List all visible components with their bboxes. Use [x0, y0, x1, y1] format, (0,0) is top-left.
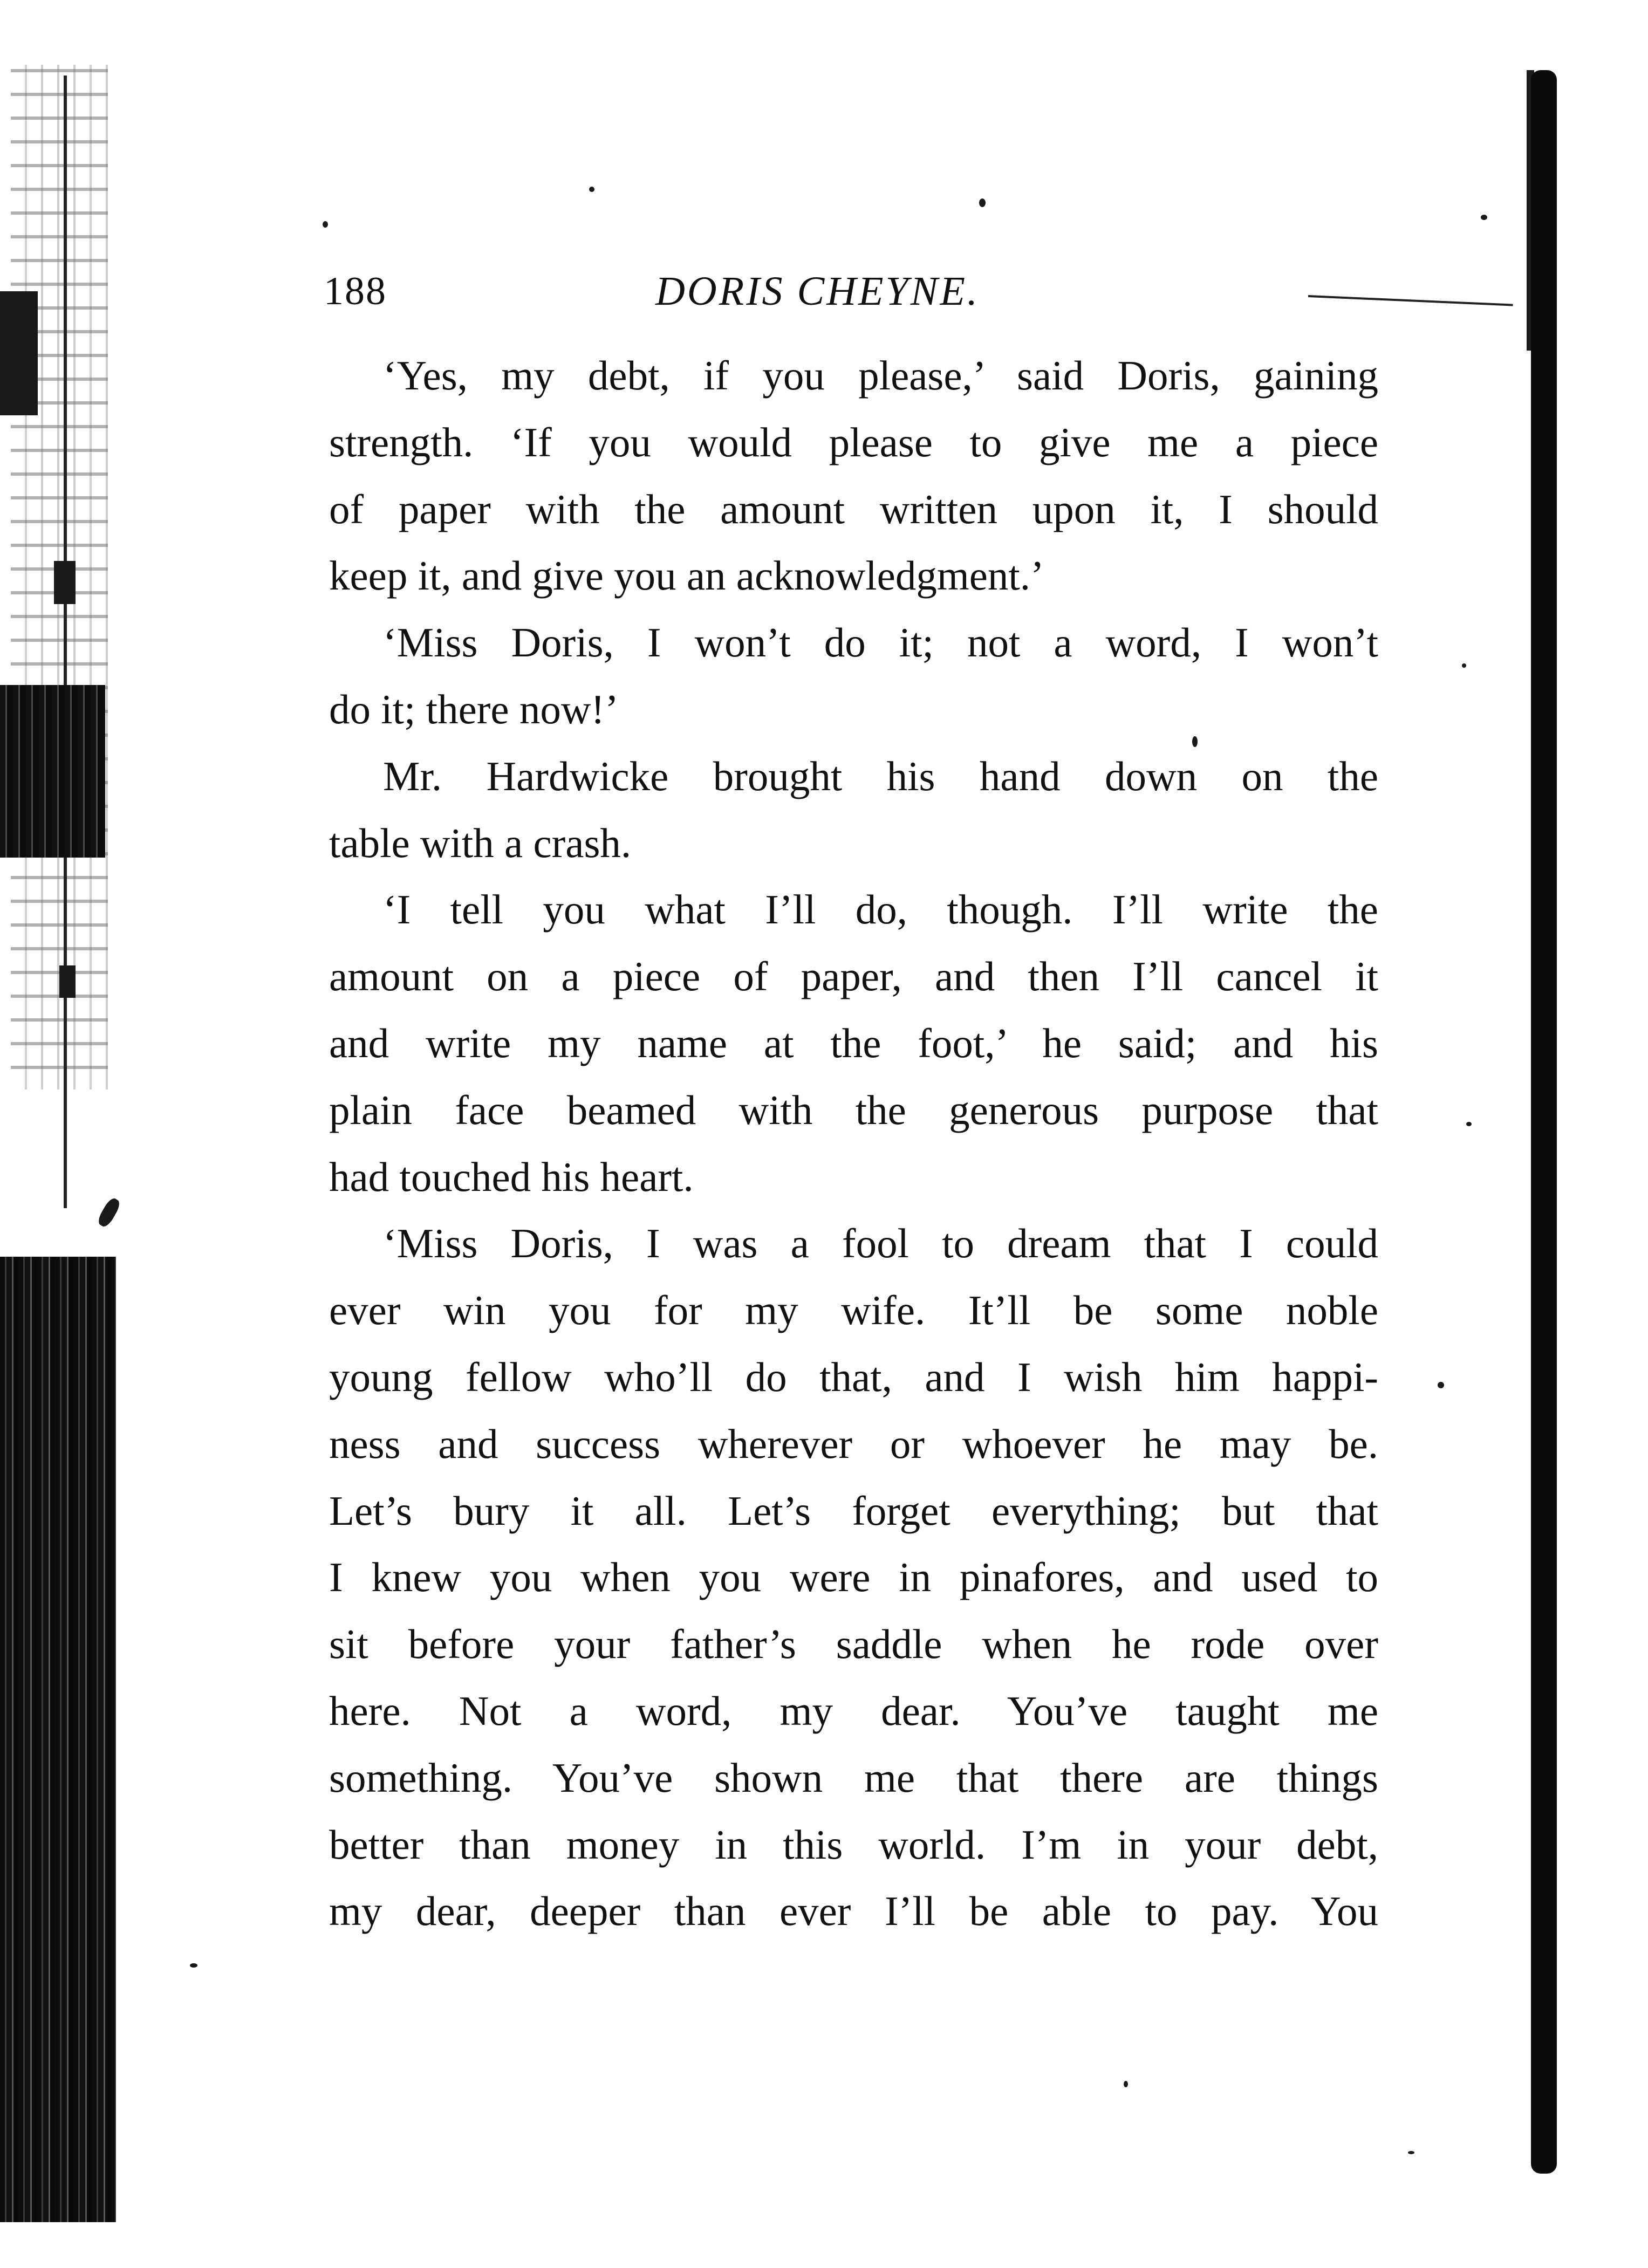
running-head	[0, 262, 1648, 321]
text-line: my dear, deeper than ever I’ll be able to pay. You	[329, 1888, 1378, 1935]
text-line: strength. ‘If you would please to give me a piece	[329, 419, 1378, 465]
scan-speck	[190, 1963, 197, 1968]
page-number: 188	[324, 269, 387, 313]
text-line: table with a crash.	[329, 819, 632, 866]
text-line: keep it, and give you an acknowledgment.’	[329, 552, 1044, 599]
binding-edge-mark	[54, 561, 76, 604]
text-line: ‘Miss Doris, I was a fool to dream that I could	[383, 1220, 1378, 1267]
scan-speck	[1481, 215, 1487, 220]
binding-edge-mark	[59, 965, 76, 998]
scan-speck	[96, 1196, 122, 1229]
text-line: of paper with the amount written upon it, I should	[329, 485, 1378, 532]
text-line: had touched his heart.	[329, 1153, 694, 1200]
scan-speck	[979, 198, 986, 207]
binding-edge-dark-strip	[0, 1257, 116, 2222]
scan-speck	[1408, 2151, 1414, 2154]
text-line: ‘Miss Doris, I won’t do it; not a word, I won’t	[383, 619, 1378, 666]
text-line: do it; there now!’	[329, 686, 619, 732]
text-line: ever win you for my wife. It’ll be some noble	[329, 1287, 1378, 1334]
scan-speck	[323, 221, 328, 228]
text-line: Mr. Hardwicke brought his hand down on the	[383, 752, 1378, 799]
text-line: something. You’ve shown me that there are things	[329, 1754, 1378, 1801]
running-title: DORIS CHEYNE.	[655, 269, 980, 314]
binding-edge-dark-block	[0, 685, 105, 858]
text-line: sit before your father’s saddle when he rode over	[329, 1621, 1378, 1668]
scan-speck	[1462, 663, 1466, 668]
scan-speck	[589, 187, 594, 192]
text-line: here. Not a word, my dear. You’ve taught me	[329, 1687, 1378, 1734]
text-line: ‘Yes, my debt, if you please,’ said Doris, gaining	[383, 352, 1378, 399]
text-line: I knew you when you were in pinafores, and used to	[329, 1554, 1378, 1601]
text-line: Let’s bury it all. Let’s forget everything; but that	[329, 1487, 1378, 1534]
text-line: amount on a piece of paper, and then I’ll cancel it	[329, 953, 1378, 1000]
text-line: young fellow who’ll do that, and I wish him happi-	[329, 1353, 1378, 1400]
scan-speck	[1124, 2081, 1128, 2087]
body-text	[329, 342, 1378, 1945]
text-line: ‘I tell you what I’ll do, though. I’ll write the	[383, 886, 1378, 933]
text-line: and write my name at the foot,’ he said; and his	[329, 1019, 1378, 1066]
text-line: better than money in this world. I’m in your debt,	[329, 1821, 1378, 1868]
text-line: ness and success wherever or whoever he may be.	[329, 1420, 1378, 1467]
header-rule	[1308, 295, 1513, 306]
text-line: plain face beamed with the generous purpose that	[329, 1086, 1378, 1133]
scan-speck	[1466, 1122, 1472, 1126]
scan-speck	[1438, 1382, 1444, 1388]
binding-edge-line	[64, 76, 67, 1208]
right-edge-dark-bar	[1531, 70, 1557, 2174]
